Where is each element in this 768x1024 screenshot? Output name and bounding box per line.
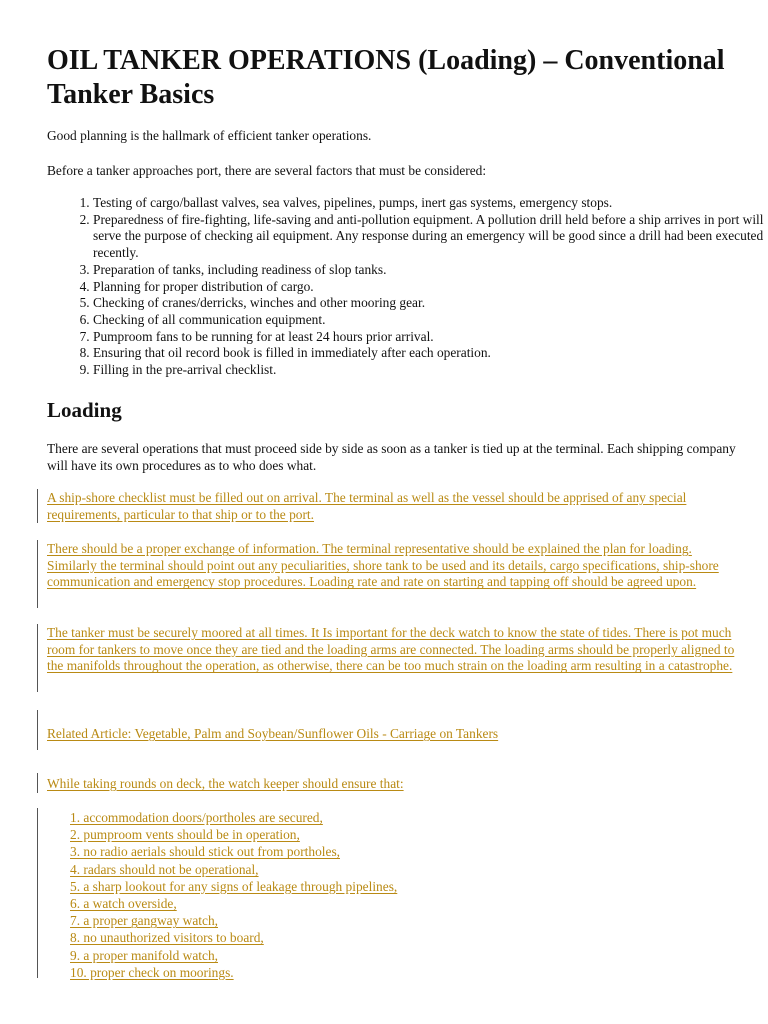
watch-list (47, 809, 727, 981)
loading-intro-paragraph: There are several operations that must proceed side by side as soon as a tanker is tied up at the terminal. Each shipping company will have its own procedures as to who does what. (47, 441, 736, 473)
list-item: 5. Checking of cranes/derricks, winches and other mooring gear. (93, 295, 768, 312)
list-item: 3. no radio aerials should stick out from portholes, (70, 844, 340, 860)
list-item: 2. pumproom vents should be in operation, (70, 827, 300, 843)
change-bar (37, 773, 38, 793)
tracked-paragraph-moored: The tanker must be securely moored at all times. It Is important for the deck watch to know the state of tides. There is pot much room for tankers to move once they are tied and the loading arms are connected. The loading arms should be properly aligned to the manifolds throughout the operation, as otherwise, there can be too much strain on the loading arm resulting in a catastrophe. (47, 625, 735, 674)
list-item: 1. Testing of cargo/ballast valves, sea valves, pipelines, pumps, inert gas systems, emergency stops. (93, 195, 768, 212)
change-bar (37, 710, 38, 750)
list-item: 6. a watch overside, (70, 896, 177, 912)
list-item: 3. Preparation of tanks, including readiness of slop tanks. (93, 262, 768, 279)
list-item: 2. Preparedness of fire-fighting, life-saving and anti-pollution equipment. A pollution drill held before a ship arrives in port will serve the purpose of checking ail equipment. Any response during an emergency will be good since a drill had been executed recently. (93, 212, 768, 262)
list-item: 4. Planning for proper distribution of cargo. (93, 279, 768, 296)
list-item: 6. Checking of all communication equipment. (93, 312, 768, 329)
change-bar (37, 540, 38, 608)
list-item: 4. radars should not be operational, (70, 861, 259, 877)
list-item: 8. no unauthorized visitors to board, (70, 930, 264, 946)
list-item: 9. a proper manifold watch, (70, 947, 218, 963)
intro-paragraph: Good planning is the hallmark of efficient tanker operations. (47, 128, 372, 143)
change-bar (37, 808, 38, 978)
before-port-paragraph: Before a tanker approaches port, there are several factors that must be considered: (47, 163, 487, 178)
list-item: 10. proper check on moorings. (70, 964, 234, 980)
page-title: OIL TANKER OPERATIONS (Loading) – Conventional Tanker Basics (47, 45, 725, 110)
list-item: 7. Pumproom fans to be running for at least 24 hours prior arrival. (93, 329, 768, 346)
change-bar (37, 489, 38, 523)
watch-intro-paragraph: While taking rounds on deck, the watch keeper should ensure that: (47, 776, 404, 791)
list-item: 1. accommodation doors/portholes are secured, (70, 810, 323, 825)
factors-list (47, 195, 768, 379)
tracked-paragraph-information: There should be a proper exchange of information. The terminal representative should be explained the plan for loading. Similarly the terminal should point out any peculiarities, shore tank to be used and its details, cargo specifications, ship-shore communication and emergency stop procedures. Loading rate and rate on starting and tapping off should be agreed upon. (47, 541, 719, 590)
list-item: 9. Filling in the pre-arrival checklist. (93, 362, 768, 379)
change-bar (37, 624, 38, 692)
list-item: 7. a proper gangway watch, (70, 913, 218, 929)
list-item: 5. a sharp lookout for any signs of leakage through pipelines, (70, 878, 398, 894)
tracked-paragraph-checklist: A ship-shore checklist must be filled out on arrival. The terminal as well as the vessel should be apprised of any special requirements, particular to that ship or to the port. (47, 490, 687, 522)
list-item: 8. Ensuring that oil record book is filled in immediately after each operation. (93, 345, 768, 362)
related-article-link[interactable]: Related Article: Vegetable, Palm and Soybean/Sunflower Oils - Carriage on Tankers (47, 726, 499, 741)
loading-heading: Loading (47, 398, 122, 422)
